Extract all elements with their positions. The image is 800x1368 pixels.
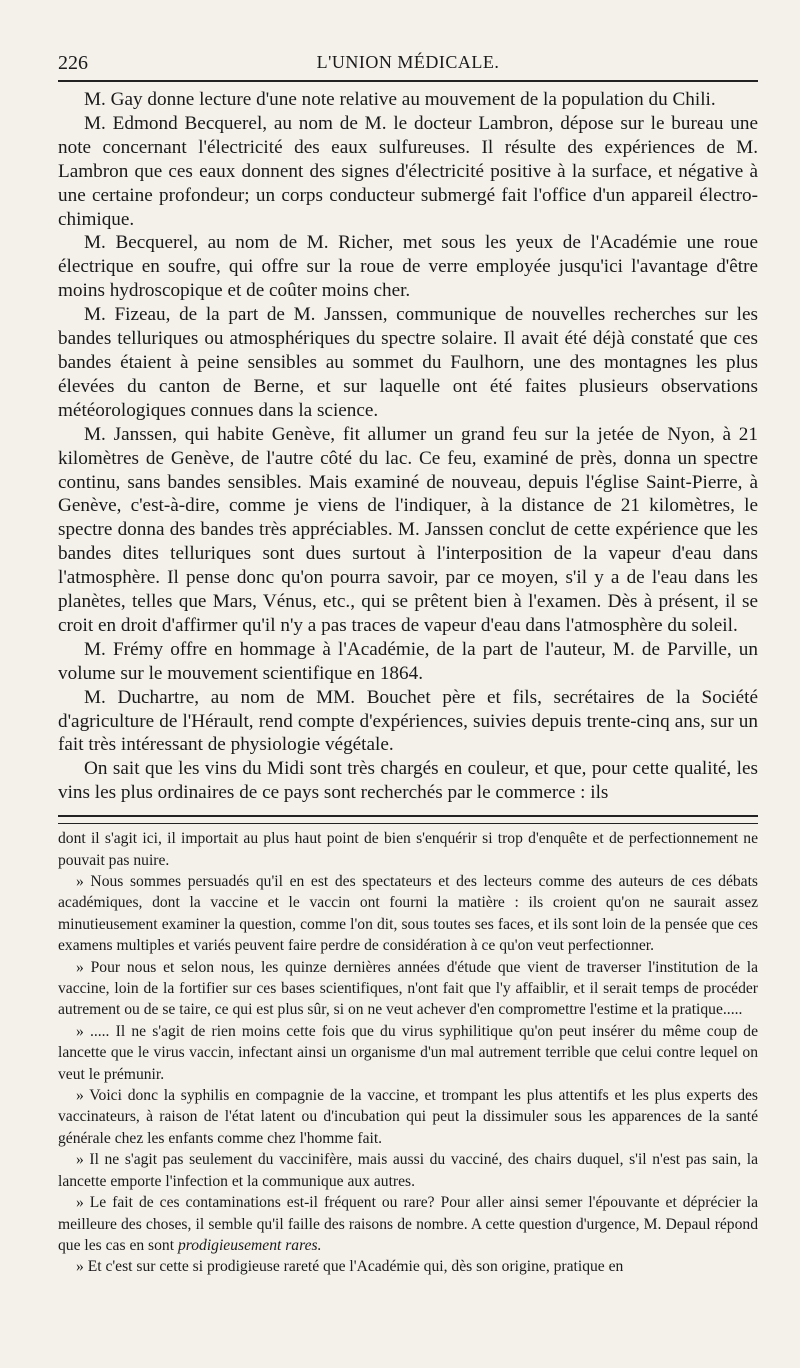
academy-report-section bbox=[58, 88, 758, 805]
paragraph-janssen: M. Janssen, qui habite Genève, fit allumer un grand feu sur la jetée de Nyon, à 21 kilomètres de Genève, de l'autre côté du lac. Ce feu, examiné de près, donna un spectre continu, sans bandes sensibles. Mais examiné de nouveau, depuis l'église Saint-Pierre, à Genève, c'est-à-dire, comme je viens de l'indiquer, à la distance de 21 kilomètres, le spectre donna des bandes très appréciables. M. Janssen conclut de cette expérience que les bandes dites telluriques sont dues surtout à l'interposition de la vapeur d'eau dans l'atmosphère. Il pense donc qu'on pourra savoir, par ce moyen, s'il y a de l'eau dans les planètes, telles que Mars, Vénus, etc., qui se prêtent bien à l'examen. Dès à présent, il se croit en droit d'affirmer qu'il n'y a pas traces de vapeur d'eau dans l'atmosphère du soleil. bbox=[58, 423, 758, 636]
feuilleton-paragraph: » Nous sommes persuadés qu'il en est des spectateurs et des lecteurs comme des auteurs de ces débats académiques, dont la vaccine et le vaccin ont fourni la matière : ils croient qu'on ne saurait assez minutieusement examiner la question, comme l'on dit, sous toutes ses faces, et ils sont loin de la pensée que ces examens multiples et variés peuvent faire perdre de considération à ce qu'on veut perfectionner. bbox=[58, 873, 758, 955]
feuilleton-paragraph bbox=[58, 1192, 758, 1256]
feuilleton-paragraph: » Il ne s'agit pas seulement du vaccinifère, mais aussi du vacciné, des chairs duquel, s'il n'est pas sain, la lancette emporte l'infection et la communique aux autres. bbox=[58, 1151, 758, 1190]
paragraph-duchartre: M. Duchartre, au nom de MM. Bouchet père et fils, secrétaires de la Société d'agriculture de l'Hérault, rend compte d'expériences, suivies depuis trente-cinq ans, sur un fait très intéressant de physiologie végétale. bbox=[58, 686, 758, 756]
feuilleton-paragraph: » Pour nous et selon nous, les quinze dernières années d'étude que vient de traverser l'institution de la vaccine, loin de la fortifier sur ces bases scientifiques, n'ont fait que l'y affaiblir, et il serait temps de procéder autrement ou de se taire, ce qui est plus sûr, si on ne veut achever d'en compromettre l'estime et la pratique..... bbox=[58, 958, 758, 1019]
journal-title: L'UNION MÉDICALE. bbox=[316, 52, 500, 72]
paragraph-becquerel-richer: M. Becquerel, au nom de M. Richer, met sous les yeux de l'Académie une roue électrique en soufre, qui offre sur la roue de verre employée jusqu'ici l'avantage d'être moins hydroscopique et de coûter moins cher. bbox=[58, 232, 758, 302]
feuilleton-paragraph: » Voici donc la syphilis en compagnie de la vaccine, et trompant les plus attentifs et les plus experts des vaccinateurs, à raison de l'état latent ou d'incubation qui peut la dissimuler sous les apparences de la santé générale chez les enfants comme chez l'homme fait. bbox=[58, 1087, 758, 1147]
feuilleton-text: » Le fait de ces contaminations est-il fréquent ou rare? Pour aller ainsi semer l'épouvante et déprécier la meilleure des choses, il semble qu'il faille des raisons de nombre. A cette question d'urgence, M. Depaul répond que les cas en sont bbox=[58, 1194, 758, 1254]
paragraph-gay: M. Gay donne lecture d'une note relative au mouvement de la population du Chili. bbox=[84, 89, 716, 110]
page-number: 226 bbox=[58, 52, 88, 74]
paragraph-fremy: M. Frémy offre en hommage à l'Académie, de la part de l'auteur, M. de Parville, un volume sur le mouvement scientifique en 1864. bbox=[58, 638, 758, 684]
italic-phrase: prodigieusement rares. bbox=[177, 1236, 322, 1254]
journal-page bbox=[58, 40, 758, 1278]
header-rule bbox=[58, 80, 758, 82]
section-divider bbox=[58, 815, 758, 824]
feuilleton-paragraph: dont il s'agit ici, il importait au plus haut point de bien s'enquérir si trop d'enquête et de perfectionnement ne pouvait pas nuire. bbox=[58, 830, 758, 869]
feuilleton-section bbox=[58, 828, 758, 1278]
paragraph-becquerel-lambron: M. Edmond Becquerel, au nom de M. le docteur Lambron, dépose sur le bureau une note concernant l'électricité des eaux sulfureuses. Il résulte des expériences de M. Lambron que ces eaux donnent des signes d'électricité positive à la surface, et négative à une certaine profondeur; un corps conducteur submergé fait l'office d'un appareil électro-chimique. bbox=[58, 112, 758, 230]
running-head bbox=[58, 40, 758, 78]
feuilleton-paragraph: » ..... Il ne s'agit de rien moins cette fois que du virus syphilitique qu'on peut insérer du même coup de lancette que le virus vaccin, infectant ainsi un organisme d'un mal autrement terrible que celui contre lequel on veut le prémunir. bbox=[58, 1022, 758, 1083]
paragraph-fizeau: M. Fizeau, de la part de M. Janssen, communique de nouvelles recherches sur les bandes telluriques ou atmosphériques du spectre solaire. Il avait été déjà constaté que ces bandes étaient à peine sensibles au sommet du Faulhorn, une des montagnes les plus élevées du canton de Berne, et sur laquelle ont été faites plusieurs observations météorologiques connues dans la science. bbox=[58, 304, 758, 421]
paragraph-vins-du-midi: On sait que les vins du Midi sont très chargés en couleur, et que, pour cette qualité, les vins les plus ordinaires de ce pays sont recherchés par le commerce : ils bbox=[58, 758, 758, 804]
feuilleton-paragraph: » Et c'est sur cette si prodigieuse rareté que l'Académie qui, dès son origine, pratique en bbox=[76, 1258, 624, 1276]
